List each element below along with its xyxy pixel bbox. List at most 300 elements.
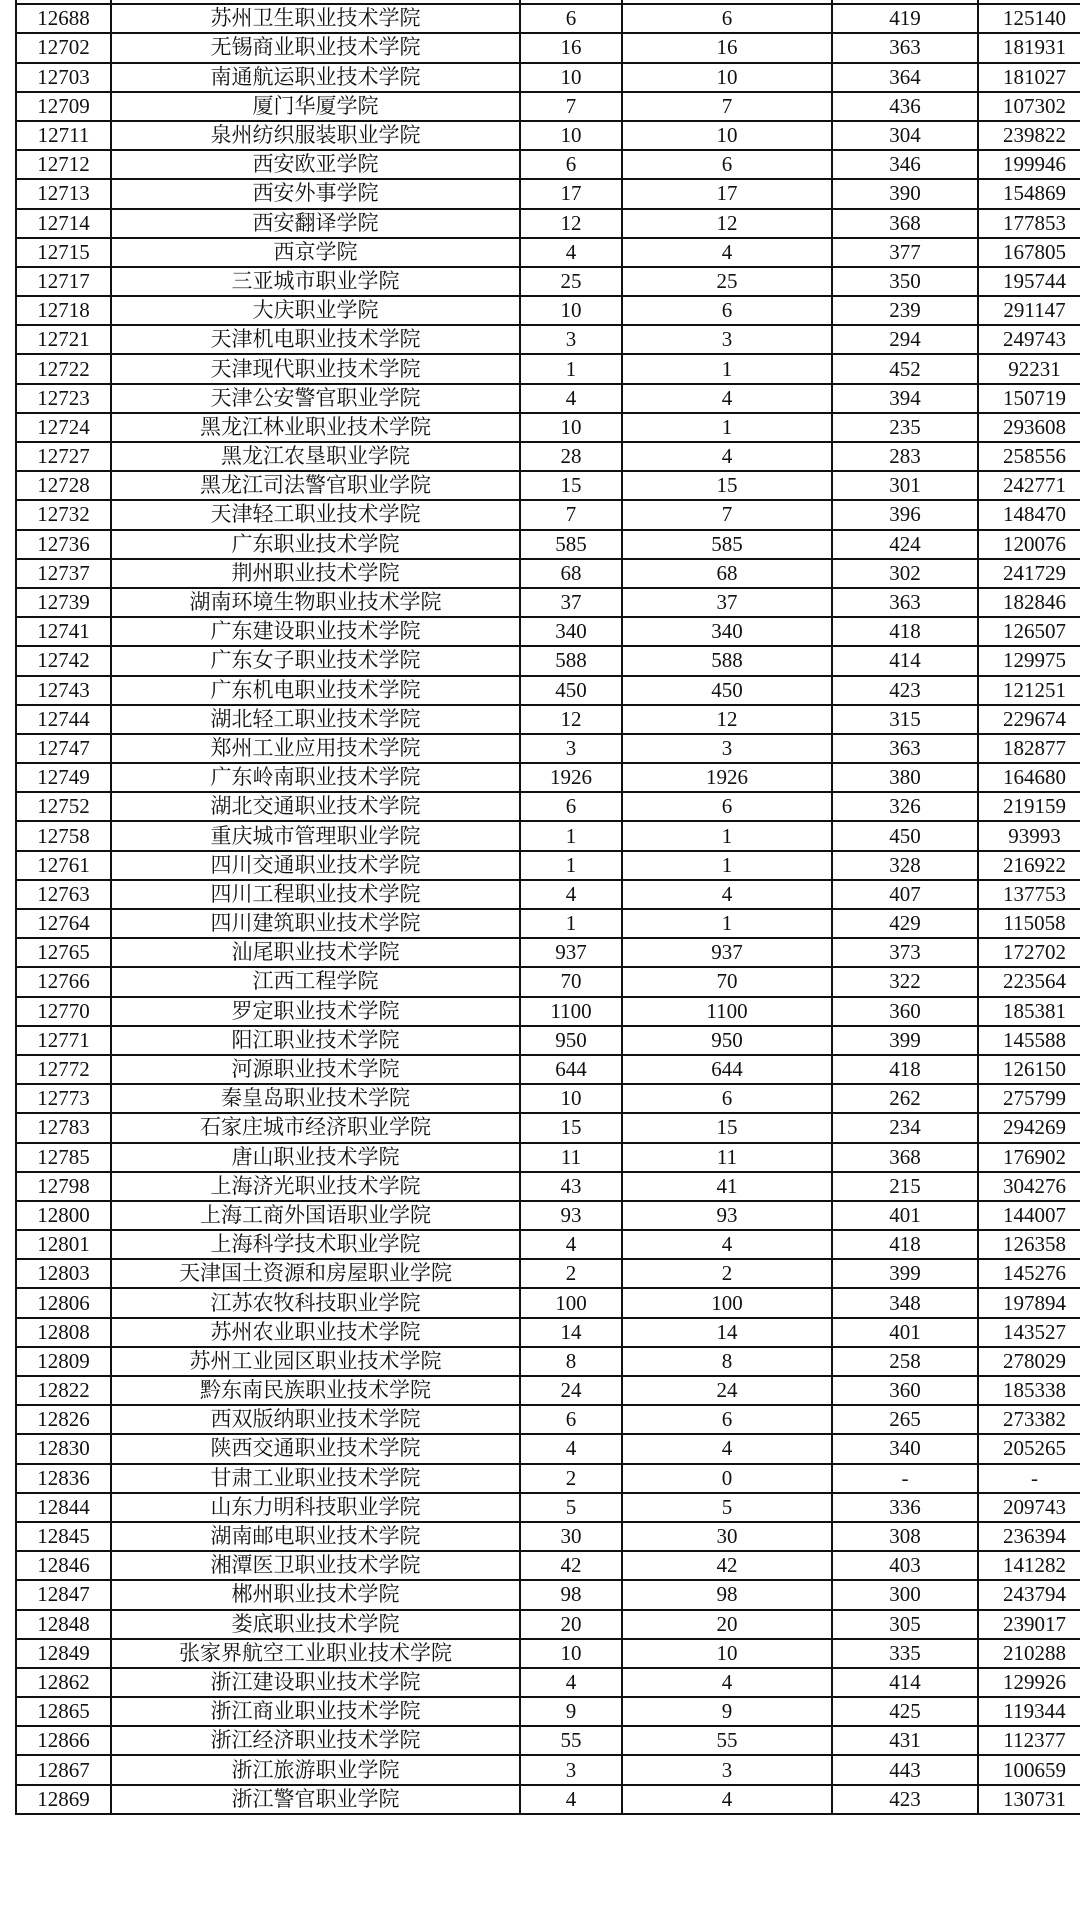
min-rank-cell: 164680 — [978, 763, 1080, 792]
table-row — [16, 325, 1080, 354]
min-rank-cell: 258556 — [978, 442, 1080, 471]
admitted-count-cell: 588 — [622, 646, 832, 675]
table-row — [16, 296, 1080, 325]
plan-count-cell: 585 — [520, 530, 622, 559]
plan-count-cell: 4 — [520, 1230, 622, 1259]
admitted-count-cell: 10 — [622, 63, 832, 92]
table-row — [16, 1405, 1080, 1434]
school-code-cell: 12711 — [16, 121, 111, 150]
school-code-cell: 12798 — [16, 1172, 111, 1201]
min-score-cell: 377 — [832, 238, 978, 267]
plan-count-cell: 6 — [520, 792, 622, 821]
table-row — [16, 880, 1080, 909]
table-row — [16, 384, 1080, 413]
admitted-count-cell: 16 — [622, 33, 832, 62]
school-name-cell: 西京学院 — [111, 238, 520, 267]
min-rank-cell: 275799 — [978, 1084, 1080, 1113]
school-name-cell: 郑州工业应用技术学院 — [111, 734, 520, 763]
school-code-cell: 12742 — [16, 646, 111, 675]
table-row — [16, 734, 1080, 763]
table-row — [16, 1172, 1080, 1201]
school-name-cell: 汕尾职业技术学院 — [111, 938, 520, 967]
min-rank-cell: 141282 — [978, 1551, 1080, 1580]
min-rank-cell: 145276 — [978, 1259, 1080, 1288]
school-code-cell: 12717 — [16, 267, 111, 296]
school-name-cell: 湘潭医卫职业技术学院 — [111, 1551, 520, 1580]
min-score-cell: 368 — [832, 1143, 978, 1172]
table-row — [16, 1055, 1080, 1084]
min-score-cell: 407 — [832, 880, 978, 909]
admitted-count-cell: 7 — [622, 500, 832, 529]
table-row — [16, 500, 1080, 529]
school-name-cell: 天津国土资源和房屋职业学院 — [111, 1259, 520, 1288]
min-rank-cell: 185381 — [978, 997, 1080, 1026]
school-name-cell: 陕西交通职业技术学院 — [111, 1434, 520, 1463]
plan-count-cell: 4 — [520, 1668, 622, 1697]
min-score-cell: 363 — [832, 588, 978, 617]
plan-count-cell: 17 — [520, 179, 622, 208]
plan-count-cell: 100 — [520, 1288, 622, 1317]
admitted-count-cell: 4 — [622, 1434, 832, 1463]
min-rank-cell: 291147 — [978, 296, 1080, 325]
table-row — [16, 354, 1080, 383]
admitted-count-cell: 6 — [622, 1084, 832, 1113]
school-code-cell: 12845 — [16, 1522, 111, 1551]
min-score-cell: 340 — [832, 1434, 978, 1463]
admitted-count-cell: 4 — [622, 880, 832, 909]
admitted-count-cell: 3 — [622, 734, 832, 763]
school-name-cell: 郴州职业技术学院 — [111, 1580, 520, 1609]
plan-count-cell: 4 — [520, 880, 622, 909]
min-rank-cell: 223564 — [978, 967, 1080, 996]
table-row — [16, 821, 1080, 850]
min-score-cell: 452 — [832, 354, 978, 383]
school-name-cell: 四川工程职业技术学院 — [111, 880, 520, 909]
table-row — [16, 33, 1080, 62]
min-rank-cell: 176902 — [978, 1143, 1080, 1172]
school-name-cell: 重庆城市管理职业学院 — [111, 821, 520, 850]
min-score-cell: 363 — [832, 33, 978, 62]
table-row — [16, 588, 1080, 617]
table-body — [16, 0, 1080, 1814]
table-row — [16, 1318, 1080, 1347]
plan-count-cell: 10 — [520, 296, 622, 325]
school-code-cell: 12806 — [16, 1288, 111, 1317]
min-rank-cell: 181027 — [978, 63, 1080, 92]
min-rank-cell: 195744 — [978, 267, 1080, 296]
table-row — [16, 1288, 1080, 1317]
admitted-count-cell: 15 — [622, 1113, 832, 1142]
admitted-count-cell: 6 — [622, 296, 832, 325]
min-score-cell: 239 — [832, 296, 978, 325]
min-score-cell: 350 — [832, 267, 978, 296]
min-score-cell: 390 — [832, 179, 978, 208]
school-name-cell: 湖南邮电职业技术学院 — [111, 1522, 520, 1551]
plan-count-cell: 1100 — [520, 997, 622, 1026]
plan-count-cell: 30 — [520, 1522, 622, 1551]
admitted-count-cell: 1 — [622, 909, 832, 938]
plan-count-cell: 6 — [520, 1405, 622, 1434]
school-name-cell: 湖北轻工职业技术学院 — [111, 705, 520, 734]
admitted-count-cell: 70 — [622, 967, 832, 996]
min-rank-cell: 126507 — [978, 617, 1080, 646]
min-score-cell: 335 — [832, 1639, 978, 1668]
admitted-count-cell: 4 — [622, 442, 832, 471]
school-code-cell: 12712 — [16, 150, 111, 179]
school-code-cell: 12849 — [16, 1639, 111, 1668]
table-row — [16, 559, 1080, 588]
plan-count-cell: 6 — [520, 4, 622, 33]
table-row — [16, 967, 1080, 996]
min-rank-cell: 182846 — [978, 588, 1080, 617]
plan-count-cell: 10 — [520, 121, 622, 150]
school-code-cell: 12765 — [16, 938, 111, 967]
school-name-cell: 黑龙江农垦职业学院 — [111, 442, 520, 471]
plan-count-cell: 10 — [520, 413, 622, 442]
min-score-cell: 326 — [832, 792, 978, 821]
admitted-count-cell: 10 — [622, 1639, 832, 1668]
admitted-count-cell: 25 — [622, 267, 832, 296]
min-score-cell: 336 — [832, 1493, 978, 1522]
table-row — [16, 4, 1080, 33]
admitted-count-cell: 4 — [622, 384, 832, 413]
school-name-cell: 厦门华厦学院 — [111, 92, 520, 121]
plan-count-cell: 25 — [520, 267, 622, 296]
table-row — [16, 238, 1080, 267]
min-rank-cell: 216922 — [978, 851, 1080, 880]
min-rank-cell: 167805 — [978, 238, 1080, 267]
min-rank-cell: 205265 — [978, 1434, 1080, 1463]
table-row — [16, 267, 1080, 296]
min-score-cell: 346 — [832, 150, 978, 179]
school-code-cell: 12718 — [16, 296, 111, 325]
table-row — [16, 1143, 1080, 1172]
plan-count-cell: 10 — [520, 63, 622, 92]
school-code-cell: 12766 — [16, 967, 111, 996]
school-code-cell: 12770 — [16, 997, 111, 1026]
min-rank-cell: 273382 — [978, 1405, 1080, 1434]
min-score-cell: 262 — [832, 1084, 978, 1113]
min-score-cell: 348 — [832, 1288, 978, 1317]
plan-count-cell: 98 — [520, 1580, 622, 1609]
plan-count-cell: 3 — [520, 325, 622, 354]
table-row — [16, 179, 1080, 208]
table-row — [16, 676, 1080, 705]
school-code-cell: 12688 — [16, 4, 111, 33]
school-code-cell: 12741 — [16, 617, 111, 646]
table-row — [16, 1493, 1080, 1522]
admitted-count-cell: 585 — [622, 530, 832, 559]
min-rank-cell: 144007 — [978, 1201, 1080, 1230]
school-code-cell: 12749 — [16, 763, 111, 792]
school-code-cell: 12844 — [16, 1493, 111, 1522]
min-rank-cell: 199946 — [978, 150, 1080, 179]
school-code-cell: 12723 — [16, 384, 111, 413]
plan-count-cell: 68 — [520, 559, 622, 588]
admitted-count-cell: 6 — [622, 1405, 832, 1434]
admitted-count-cell: 937 — [622, 938, 832, 967]
min-score-cell: 234 — [832, 1113, 978, 1142]
min-rank-cell: 126358 — [978, 1230, 1080, 1259]
plan-count-cell: 37 — [520, 588, 622, 617]
school-name-cell: 无锡商业职业技术学院 — [111, 33, 520, 62]
table-row — [16, 1347, 1080, 1376]
school-code-cell: 12747 — [16, 734, 111, 763]
admitted-count-cell: 15 — [622, 471, 832, 500]
school-code-cell: 12722 — [16, 354, 111, 383]
min-rank-cell: 130731 — [978, 1785, 1080, 1814]
table-row — [16, 209, 1080, 238]
plan-count-cell: 450 — [520, 676, 622, 705]
min-score-cell: 394 — [832, 384, 978, 413]
school-code-cell: 12808 — [16, 1318, 111, 1347]
min-rank-cell: 92231 — [978, 354, 1080, 383]
table-row — [16, 646, 1080, 675]
min-score-cell: 399 — [832, 1259, 978, 1288]
school-name-cell: 天津现代职业技术学院 — [111, 354, 520, 383]
plan-count-cell: 43 — [520, 1172, 622, 1201]
plan-count-cell: 6 — [520, 150, 622, 179]
table-row — [16, 1668, 1080, 1697]
plan-count-cell: 11 — [520, 1143, 622, 1172]
school-name-cell: 张家界航空工业职业技术学院 — [111, 1639, 520, 1668]
plan-count-cell: 4 — [520, 384, 622, 413]
min-rank-cell: 120076 — [978, 530, 1080, 559]
school-name-cell: 苏州卫生职业技术学院 — [111, 4, 520, 33]
school-name-cell: 浙江警官职业学院 — [111, 1785, 520, 1814]
min-score-cell: 443 — [832, 1755, 978, 1784]
min-score-cell: 363 — [832, 734, 978, 763]
min-score-cell: 414 — [832, 1668, 978, 1697]
plan-count-cell: 1 — [520, 851, 622, 880]
min-score-cell: 328 — [832, 851, 978, 880]
school-name-cell: 天津机电职业技术学院 — [111, 325, 520, 354]
min-score-cell: 399 — [832, 1026, 978, 1055]
admitted-count-cell: 10 — [622, 121, 832, 150]
min-score-cell: 294 — [832, 325, 978, 354]
plan-count-cell: 12 — [520, 209, 622, 238]
school-code-cell: 12783 — [16, 1113, 111, 1142]
table-row — [16, 150, 1080, 179]
table-row — [16, 1726, 1080, 1755]
school-name-cell: 石家庄城市经济职业学院 — [111, 1113, 520, 1142]
admitted-count-cell: 6 — [622, 4, 832, 33]
school-code-cell: 12836 — [16, 1464, 111, 1493]
plan-count-cell: 8 — [520, 1347, 622, 1376]
school-name-cell: 广东职业技术学院 — [111, 530, 520, 559]
plan-count-cell: 4 — [520, 1434, 622, 1463]
plan-count-cell: 3 — [520, 1755, 622, 1784]
plan-count-cell: 950 — [520, 1026, 622, 1055]
school-code-cell: 12830 — [16, 1434, 111, 1463]
admitted-count-cell: 1 — [622, 354, 832, 383]
school-code-cell: 12865 — [16, 1697, 111, 1726]
min-score-cell: 424 — [832, 530, 978, 559]
min-score-cell: 423 — [832, 676, 978, 705]
min-rank-cell: 129975 — [978, 646, 1080, 675]
plan-count-cell: 14 — [520, 1318, 622, 1347]
admitted-count-cell: 68 — [622, 559, 832, 588]
school-name-cell: 广东女子职业技术学院 — [111, 646, 520, 675]
school-name-cell: 江西工程学院 — [111, 967, 520, 996]
admitted-count-cell: 3 — [622, 325, 832, 354]
school-code-cell: 12727 — [16, 442, 111, 471]
school-code-cell: 12867 — [16, 1755, 111, 1784]
school-name-cell: 天津公安警官职业学院 — [111, 384, 520, 413]
plan-count-cell: 1 — [520, 821, 622, 850]
min-score-cell: 283 — [832, 442, 978, 471]
admitted-count-cell: 1 — [622, 851, 832, 880]
table-row — [16, 1522, 1080, 1551]
admitted-count-cell: 2 — [622, 1259, 832, 1288]
school-name-cell: 四川交通职业技术学院 — [111, 851, 520, 880]
table-row — [16, 63, 1080, 92]
school-code-cell: 12801 — [16, 1230, 111, 1259]
min-rank-cell: 150719 — [978, 384, 1080, 413]
min-score-cell: - — [832, 1464, 978, 1493]
school-code-cell: 12715 — [16, 238, 111, 267]
school-code-cell: 12736 — [16, 530, 111, 559]
table-row — [16, 413, 1080, 442]
school-code-cell: 12809 — [16, 1347, 111, 1376]
school-name-cell: 湖北交通职业技术学院 — [111, 792, 520, 821]
school-code-cell: 12739 — [16, 588, 111, 617]
table-row — [16, 705, 1080, 734]
admitted-count-cell: 41 — [622, 1172, 832, 1201]
school-name-cell: 上海工商外国语职业学院 — [111, 1201, 520, 1230]
min-rank-cell: 229674 — [978, 705, 1080, 734]
admitted-count-cell: 93 — [622, 1201, 832, 1230]
table-row — [16, 1259, 1080, 1288]
school-name-cell: 四川建筑职业技术学院 — [111, 909, 520, 938]
plan-count-cell: 7 — [520, 92, 622, 121]
school-name-cell: 广东岭南职业技术学院 — [111, 763, 520, 792]
table-row — [16, 471, 1080, 500]
admitted-count-cell: 0 — [622, 1464, 832, 1493]
school-code-cell: 12744 — [16, 705, 111, 734]
school-name-cell: 湖南环境生物职业技术学院 — [111, 588, 520, 617]
plan-count-cell: 15 — [520, 471, 622, 500]
school-code-cell: 12721 — [16, 325, 111, 354]
table-row — [16, 1113, 1080, 1142]
table-row — [16, 1434, 1080, 1463]
plan-count-cell: 7 — [520, 500, 622, 529]
table-row — [16, 909, 1080, 938]
table-row — [16, 1084, 1080, 1113]
admitted-count-cell: 24 — [622, 1376, 832, 1405]
min-score-cell: 418 — [832, 617, 978, 646]
table-row — [16, 1639, 1080, 1668]
min-rank-cell: 172702 — [978, 938, 1080, 967]
school-name-cell: 罗定职业技术学院 — [111, 997, 520, 1026]
school-code-cell: 12771 — [16, 1026, 111, 1055]
school-code-cell: 12752 — [16, 792, 111, 821]
table-row — [16, 1610, 1080, 1639]
min-score-cell: 360 — [832, 997, 978, 1026]
school-name-cell: 唐山职业技术学院 — [111, 1143, 520, 1172]
school-name-cell: 浙江旅游职业学院 — [111, 1755, 520, 1784]
school-name-cell: 西安翻译学院 — [111, 209, 520, 238]
min-rank-cell: 294269 — [978, 1113, 1080, 1142]
plan-count-cell: 4 — [520, 238, 622, 267]
min-rank-cell: 278029 — [978, 1347, 1080, 1376]
admitted-count-cell: 4 — [622, 238, 832, 267]
school-code-cell: 12703 — [16, 63, 111, 92]
school-code-cell: 12822 — [16, 1376, 111, 1405]
school-code-cell: 12846 — [16, 1551, 111, 1580]
school-name-cell: 河源职业技术学院 — [111, 1055, 520, 1084]
min-score-cell: 429 — [832, 909, 978, 938]
plan-count-cell: 10 — [520, 1084, 622, 1113]
table-row — [16, 792, 1080, 821]
min-rank-cell: 239822 — [978, 121, 1080, 150]
school-code-cell: 12800 — [16, 1201, 111, 1230]
plan-count-cell: 42 — [520, 1551, 622, 1580]
school-name-cell: 广东建设职业技术学院 — [111, 617, 520, 646]
min-score-cell: 436 — [832, 92, 978, 121]
admitted-count-cell: 11 — [622, 1143, 832, 1172]
table-row — [16, 1580, 1080, 1609]
plan-count-cell: 340 — [520, 617, 622, 646]
min-rank-cell: 210288 — [978, 1639, 1080, 1668]
min-rank-cell: - — [978, 1464, 1080, 1493]
min-rank-cell: 145588 — [978, 1026, 1080, 1055]
min-rank-cell: 154869 — [978, 179, 1080, 208]
min-rank-cell: 129926 — [978, 1668, 1080, 1697]
plan-count-cell: 70 — [520, 967, 622, 996]
admitted-count-cell: 340 — [622, 617, 832, 646]
min-rank-cell: 119344 — [978, 1697, 1080, 1726]
plan-count-cell: 20 — [520, 1610, 622, 1639]
admitted-count-cell: 1 — [622, 821, 832, 850]
admitted-count-cell: 1100 — [622, 997, 832, 1026]
plan-count-cell: 12 — [520, 705, 622, 734]
school-code-cell: 12862 — [16, 1668, 111, 1697]
plan-count-cell: 5 — [520, 1493, 622, 1522]
admitted-count-cell: 1926 — [622, 763, 832, 792]
min-score-cell: 315 — [832, 705, 978, 734]
admitted-count-cell: 42 — [622, 1551, 832, 1580]
school-code-cell: 12713 — [16, 179, 111, 208]
school-code-cell: 12848 — [16, 1610, 111, 1639]
school-code-cell: 12773 — [16, 1084, 111, 1113]
plan-count-cell: 15 — [520, 1113, 622, 1142]
min-score-cell: 380 — [832, 763, 978, 792]
min-score-cell: 425 — [832, 1697, 978, 1726]
school-code-cell: 12732 — [16, 500, 111, 529]
min-rank-cell: 100659 — [978, 1755, 1080, 1784]
school-name-cell: 上海科学技术职业学院 — [111, 1230, 520, 1259]
table-row — [16, 1230, 1080, 1259]
min-score-cell: 265 — [832, 1405, 978, 1434]
school-name-cell: 苏州农业职业技术学院 — [111, 1318, 520, 1347]
school-name-cell: 西双版纳职业技术学院 — [111, 1405, 520, 1434]
school-code-cell: 12728 — [16, 471, 111, 500]
plan-count-cell: 10 — [520, 1639, 622, 1668]
min-score-cell: 403 — [832, 1551, 978, 1580]
min-rank-cell: 121251 — [978, 676, 1080, 705]
table-row — [16, 763, 1080, 792]
school-code-cell: 12803 — [16, 1259, 111, 1288]
table-row — [16, 1026, 1080, 1055]
plan-count-cell: 2 — [520, 1464, 622, 1493]
admitted-count-cell: 3 — [622, 1755, 832, 1784]
min-rank-cell: 209743 — [978, 1493, 1080, 1522]
min-score-cell: 304 — [832, 121, 978, 150]
school-code-cell: 12709 — [16, 92, 111, 121]
min-rank-cell: 126150 — [978, 1055, 1080, 1084]
table-row — [16, 1551, 1080, 1580]
